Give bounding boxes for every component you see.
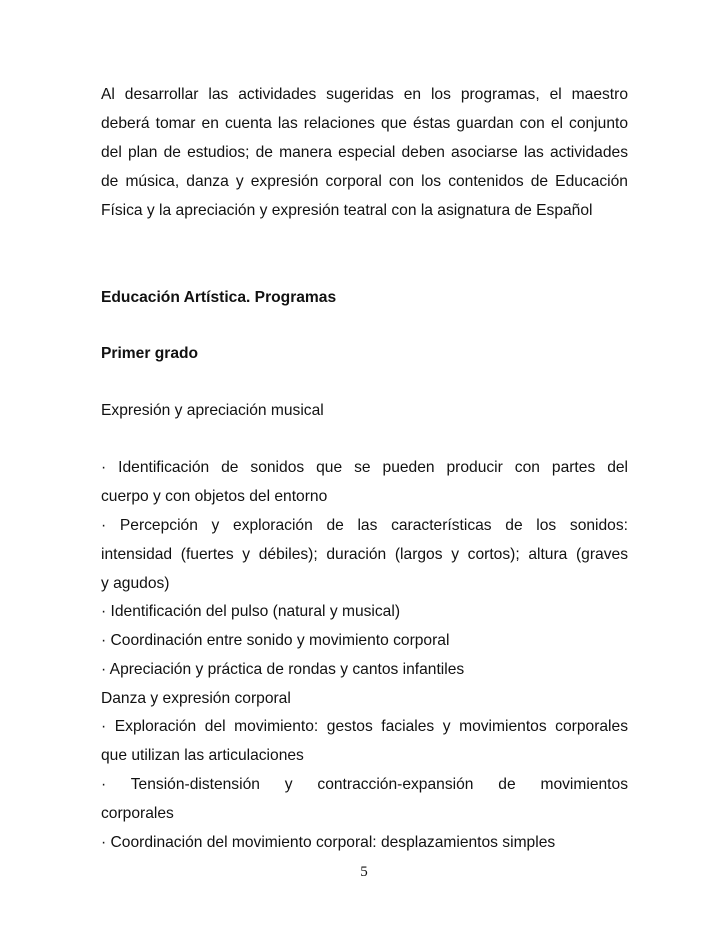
list-item-line: · Identificación de sonidos que se pueden producir con partes del <box>101 459 628 476</box>
list-item-line: · Tensión-distensión y contracción-expansión de movimientos <box>101 776 628 793</box>
subsection-title-dance: Danza y expresión corporal <box>101 690 291 707</box>
section-title: Educación Artística. Programas <box>101 289 337 306</box>
list-item-line: y agudos) <box>101 575 170 592</box>
list-item-line: corporales <box>101 805 174 822</box>
list-item-line: · Percepción y exploración de las características de los sonidos: <box>101 517 628 534</box>
list-item-line: · Apreciación y práctica de rondas y cantos infantiles <box>101 661 465 678</box>
page-number: 5 <box>360 864 368 880</box>
grade-title: Primer grado <box>101 345 199 362</box>
intro-paragraph: Al desarrollar las actividades sugeridas en los programas, el maestro deberá tomar en cuenta las relaciones que éstas guardan con el conjunto del plan de estudios; de manera especial deben asociarse las actividades de música, danza y expresión corporal con los contenidos de Educación Física y la apreciación y expresión teatral con la asignatura de Español <box>101 86 628 219</box>
subsection-title: Expresión y apreciación musical <box>101 402 324 419</box>
list-item-line: que utilizan las articulaciones <box>101 747 304 764</box>
list-item-line: intensidad (fuertes y débiles); duración (largos y cortos); altura (graves <box>101 546 628 563</box>
list-item-line: cuerpo y con objetos del entorno <box>101 488 328 505</box>
list-item-line: · Coordinación entre sonido y movimiento corporal <box>101 632 450 649</box>
list-item-line: · Exploración del movimiento: gestos faciales y movimientos corporales <box>101 718 628 735</box>
list-item-line: · Identificación del pulso (natural y musical) <box>101 603 401 620</box>
list-item-line: · Coordinación del movimiento corporal: desplazamientos simples <box>101 834 556 851</box>
